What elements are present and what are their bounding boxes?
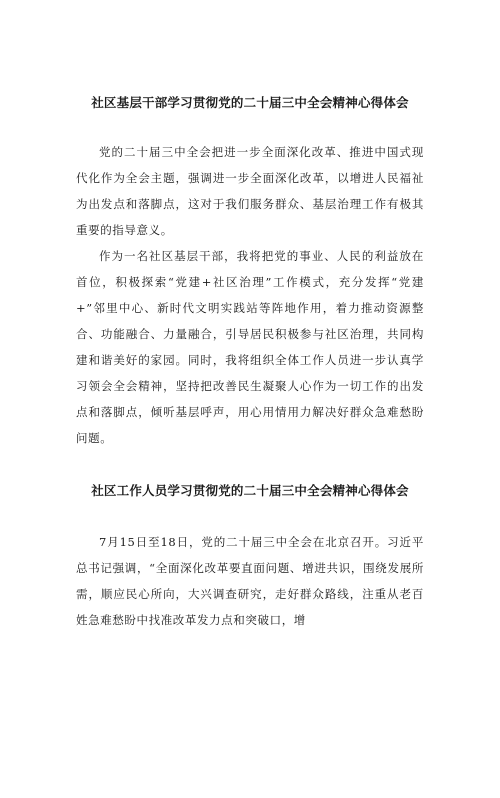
section-1-body	[76, 139, 424, 451]
document-page	[0, 91, 500, 798]
section-2	[76, 479, 424, 633]
section-1-paragraph-2: 作为一名社区基层干部，我将把党的事业、人民的利益放在首位，积极探索“党建+社区治理”工作模式，充分发挥“党建+”邻里中心、新时代文明实践站等阵地作用，着力推动资源整合、功能融合、力量融合，引导居民积极参与社区治理，共同构建和谐美好的家园。同时，我将组织全体工作人员进一步认真学习领会全会精神，坚持把改善民生凝聚人心作为一切工作的出发点和落脚点，倾听基层呼声，用心用情用力解决好群众急难愁盼问题。	[76, 249, 424, 445]
section-1-title: 社区基层干部学习贯彻党的二十届三中全会精神心得体会	[91, 95, 409, 110]
section-2-body	[76, 529, 424, 633]
section-2-title: 社区工作人员学习贯彻党的二十届三中全会精神心得体会	[91, 483, 409, 498]
section-1-paragraph-1: 党的二十届三中全会把进一步全面深化改革、推进中国式现代化作为全会主题，强调进一步全面深化改革，以增进人民福祉为出发点和落脚点，这对于我们服务群众、基层治理工作有极其重要的指导意义。	[76, 145, 424, 237]
section-1	[76, 91, 424, 451]
section-2-paragraph-1: 7月15日至18日，党的二十届三中全会在北京召开。习近平总书记强调，“全面深化改革要直面问题、增进共识，围绕发展所需，顺应民心所向，大兴调查研究，走好群众路线，注重从老百姓急难愁盼中找准改革发力点和突破口，增	[76, 535, 424, 627]
